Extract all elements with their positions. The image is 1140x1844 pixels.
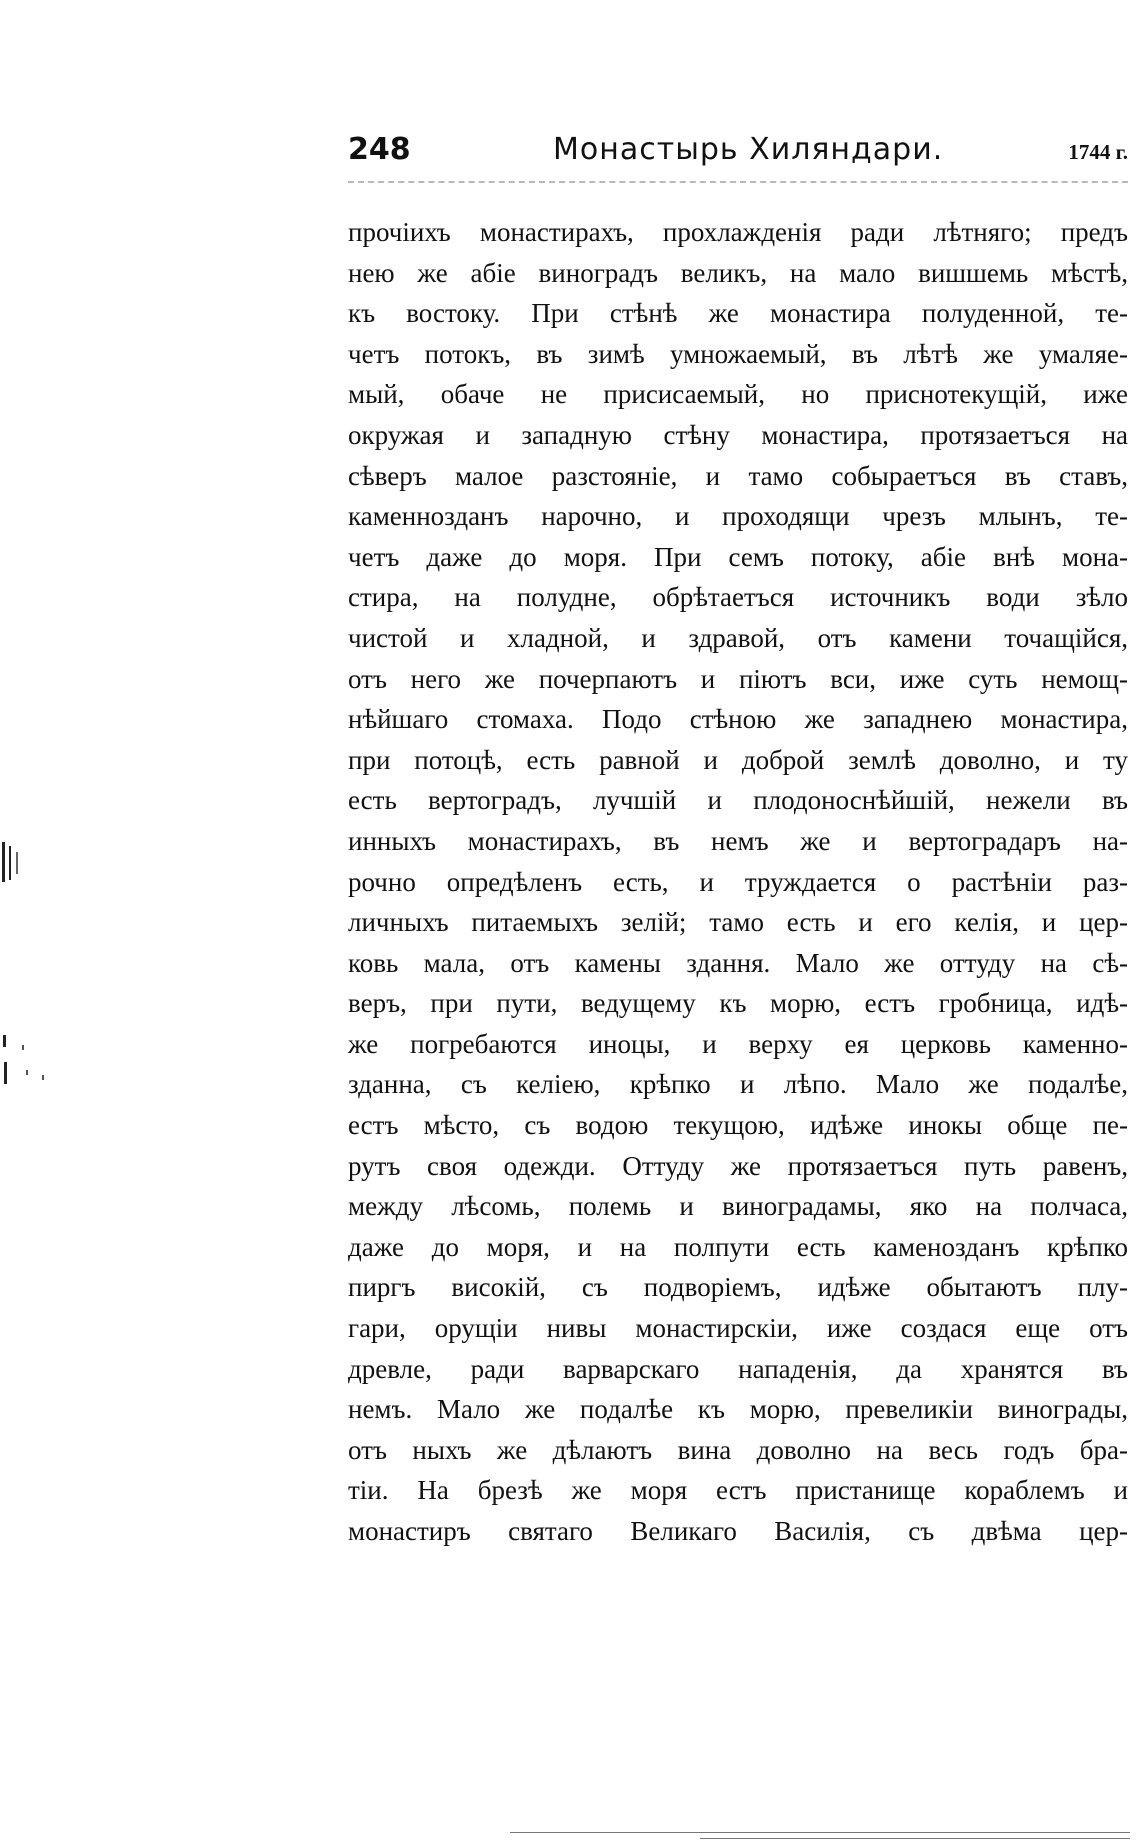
text-line: чистой и хладной, и здравой, отъ камени точащійся, bbox=[348, 622, 1128, 653]
page-header bbox=[348, 132, 1128, 172]
text-line: же погребаются иноцы, и верху ея церковь каменно- bbox=[348, 1028, 1128, 1059]
text-line: рутъ своя одежди. Оттуду же протязаетъся путь равенъ, bbox=[348, 1150, 1128, 1181]
running-title: Монастырь Хиляндари. bbox=[553, 132, 944, 167]
text-line: стира, на полудне, обрѣтаетъся источникъ води зѣло bbox=[348, 582, 1128, 613]
margin-mark bbox=[16, 852, 18, 874]
text-line: отъ него же почерпаютъ и піютъ вси, иже суть немощ- bbox=[348, 663, 1128, 694]
text-line: древле, ради варварскаго нападенія, да хранятся въ bbox=[348, 1353, 1128, 1384]
text-line: немъ. Мало же подалѣе къ морю, превеликіи винограды, bbox=[348, 1394, 1128, 1425]
margin-mark bbox=[26, 1070, 28, 1075]
margin-mark bbox=[4, 1062, 7, 1084]
text-line: между лѣсомь, полемь и виноградамы, яко на полчаса, bbox=[348, 1191, 1128, 1222]
text-line: ковь мала, отъ камены здання. Мало же оттуду на сѣ- bbox=[348, 947, 1128, 978]
text-line: четъ даже до моря. При семъ потоку, абіе внѣ мона- bbox=[348, 541, 1128, 572]
text-line: мый, обаче не присисаемый, но приснотекущій, иже bbox=[348, 379, 1128, 410]
header-rule bbox=[348, 181, 1128, 183]
text-line: каменнозданъ нарочно, и проходящи чрезъ млынъ, те- bbox=[348, 501, 1128, 532]
text-line: есть вертоградъ, лучшій и плодоноснѣйшій, нежели въ bbox=[348, 785, 1128, 816]
text-line: къ востоку. При стѣнѣ же монастира полуденной, те- bbox=[348, 298, 1128, 329]
margin-mark bbox=[42, 1075, 44, 1080]
text-line: прочіихъ монастирахъ, прохлажденія ради лѣтняго; предъ bbox=[348, 217, 1128, 247]
header-year: 1744 г. bbox=[1068, 140, 1128, 164]
text-line: монастиръ святаго Великаго Василія, съ двѣма цер- bbox=[348, 1516, 1128, 1546]
text-line: зданна, съ келіею, крѣпко и лѣпо. Мало же подалѣе, bbox=[348, 1069, 1128, 1100]
text-line: сѣверъ малое разстояніе, и тамо собыраетъся въ ставъ, bbox=[348, 460, 1128, 491]
text-line: при потоцѣ, есть равной и доброй землѣ доволно, и ту bbox=[348, 744, 1128, 775]
footer-rule bbox=[510, 1832, 1130, 1833]
text-line: естъ мѣсто, съ водою текущою, идѣже инокы обще пе- bbox=[348, 1110, 1128, 1141]
text-line: окружая и западную стѣну монастира, протязаетъся на bbox=[348, 419, 1128, 450]
text-line: рочно опредѣленъ есть, и труждается о растѣніи раз- bbox=[348, 866, 1128, 897]
page-number: 248 bbox=[348, 132, 411, 167]
footer-rule bbox=[700, 1838, 1130, 1839]
text-line: нею же абіе виноградъ великъ, на мало вишшемь мѣстѣ, bbox=[348, 257, 1128, 288]
text-line: нѣйшаго стомаха. Подо стѣною же западнею монастира, bbox=[348, 704, 1128, 735]
margin-mark bbox=[9, 846, 11, 880]
text-line: личныхъ питаемыхъ зелій; тамо есть и его келія, и цер- bbox=[348, 907, 1128, 938]
text-line: веръ, при пути, ведущему къ морю, естъ гробница, идѣ- bbox=[348, 988, 1128, 1019]
body-text bbox=[348, 212, 1128, 1552]
text-line: отъ ныхъ же дѣлаютъ вина доволно на весь годъ бра- bbox=[348, 1434, 1128, 1465]
text-line: гари, орущіи нивы монастирскіи, иже создася еще отъ bbox=[348, 1313, 1128, 1344]
margin-mark bbox=[3, 1035, 6, 1047]
margin-mark bbox=[22, 1045, 24, 1050]
text-line: пиргъ високій, съ подворіемъ, идѣже обытаютъ плу- bbox=[348, 1272, 1128, 1303]
text-line: тіи. На брезѣ же моря естъ пристанище кораблемъ и bbox=[348, 1475, 1128, 1506]
text-line: четъ потокъ, въ зимѣ умножаемый, въ лѣтѣ же умаляе- bbox=[348, 338, 1128, 369]
text-line: даже до моря, и на полпути есть каменозданъ крѣпко bbox=[348, 1231, 1128, 1262]
margin-mark bbox=[2, 842, 5, 882]
text-line: инныхъ монастирахъ, въ немъ же и вертоградаръ на- bbox=[348, 825, 1128, 856]
